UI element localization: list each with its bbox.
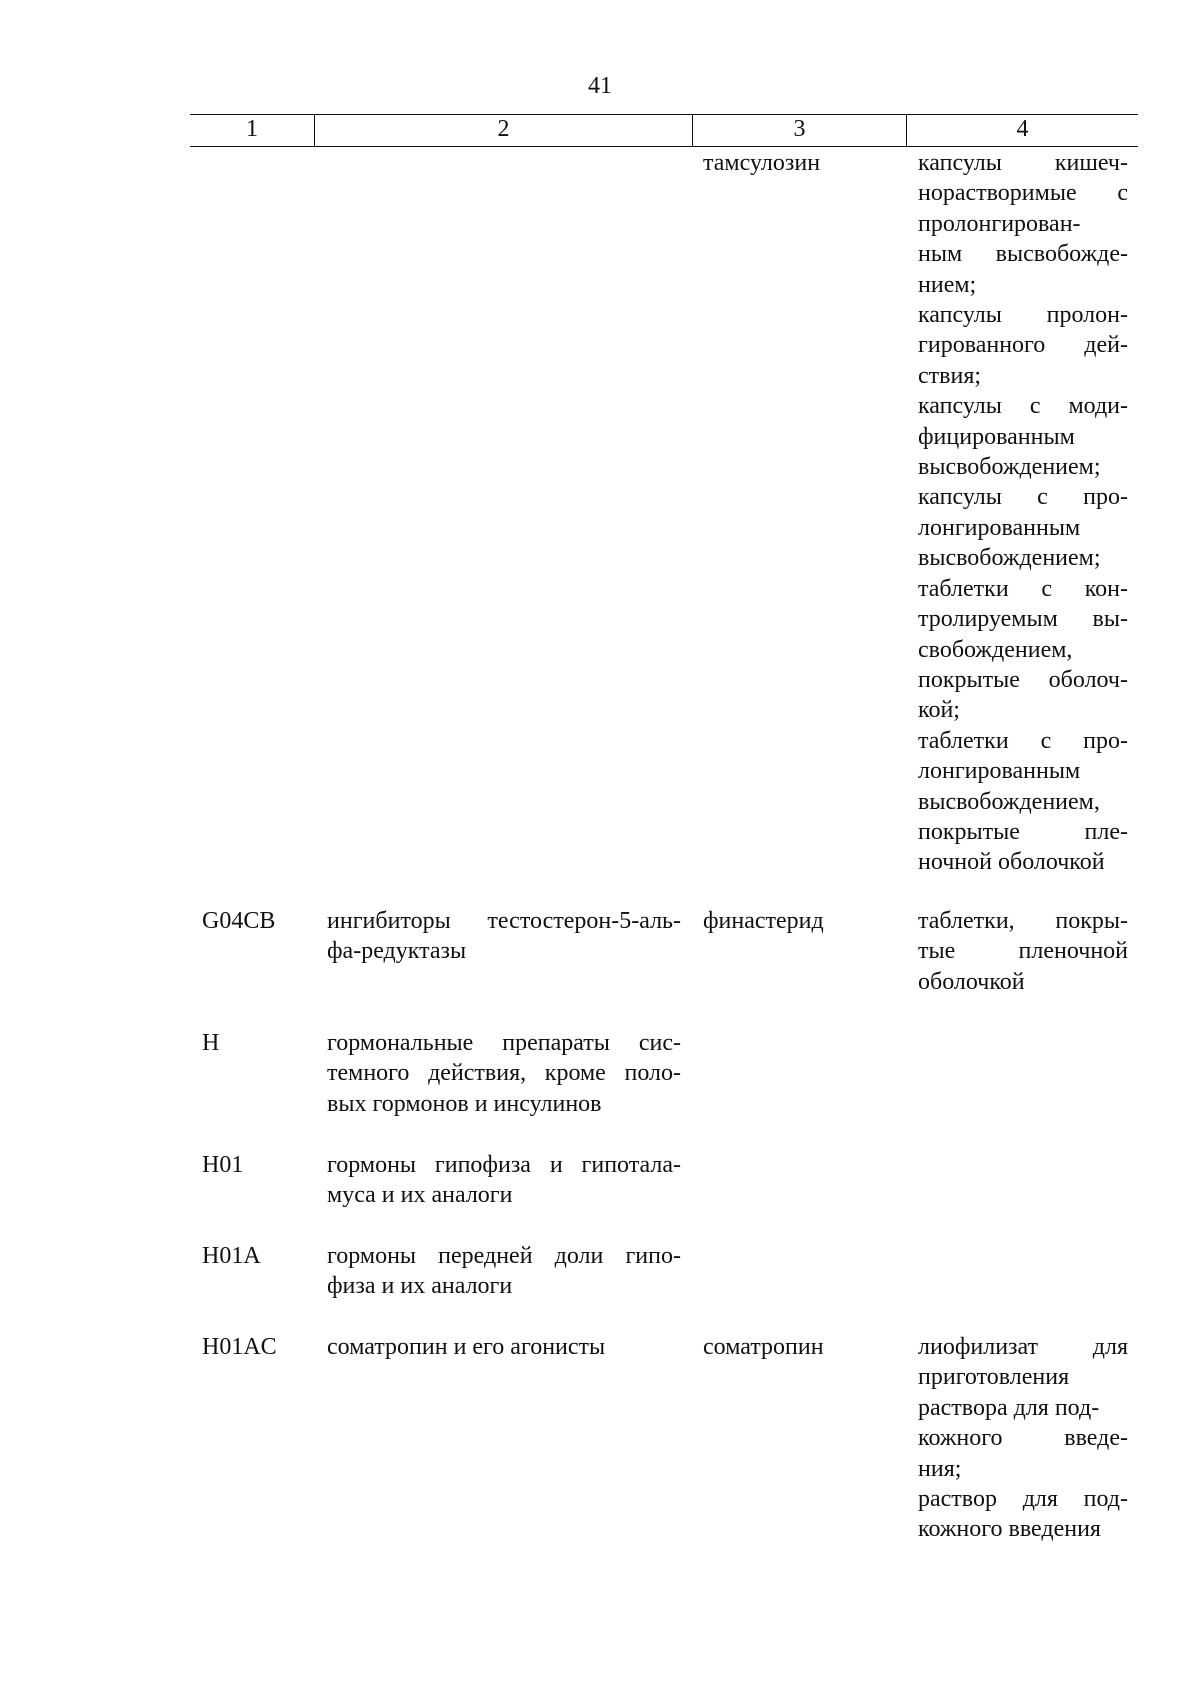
form-line: кожного введения: [918, 1516, 1101, 1543]
group-line: гормоны передней доли гипо-: [327, 1243, 681, 1269]
form-line: тые пленочной: [918, 938, 1128, 965]
table-header: [190, 114, 1138, 147]
dosage-forms: [918, 906, 1128, 997]
form-line: капсулы с моди-: [918, 393, 1128, 420]
atc-code: H: [202, 1030, 220, 1056]
drug-name: соматропин: [703, 1334, 824, 1360]
form-line: кожного введе-: [918, 1425, 1128, 1452]
group-line: муса и их аналоги: [327, 1182, 513, 1209]
atc-code: H01: [202, 1152, 244, 1178]
anatomical-group: [327, 1332, 681, 1362]
form-line: ствия;: [918, 362, 982, 389]
form-line: высвобождением;: [918, 454, 1101, 481]
form-line: таблетки, покры-: [918, 908, 1128, 934]
anatomical-group: [327, 1241, 681, 1302]
anatomical-group: [327, 1150, 681, 1211]
header-col-3: 3: [693, 115, 907, 146]
group-line: темного действия, кроме поло-: [327, 1060, 681, 1087]
header-col-2: 2: [315, 115, 693, 146]
drug-name: тамсулозин: [703, 150, 821, 176]
anatomical-group: [327, 906, 681, 967]
form-line: нием;: [918, 271, 977, 298]
form-line: покрытые оболоч-: [918, 666, 1128, 693]
form-line: кой;: [918, 697, 960, 724]
form-line: гированного дей-: [918, 332, 1128, 359]
group-line: ингибиторы тестостерон-5-аль-: [327, 908, 681, 934]
form-line: высвобождением,: [918, 788, 1100, 815]
dosage-forms: [918, 148, 1128, 878]
anatomical-group: [327, 1028, 681, 1119]
drug-name: финастерид: [703, 908, 824, 934]
atc-code: H01AC: [202, 1334, 277, 1360]
group-line: соматропин и его агонисты: [327, 1334, 606, 1360]
form-line: оболочкой: [918, 968, 1025, 995]
form-line: раствор для под-: [918, 1486, 1128, 1513]
form-line: лиофилизат для: [918, 1334, 1128, 1360]
form-line: тролируемым вы-: [918, 606, 1128, 633]
page-number: 41: [588, 73, 612, 99]
form-line: пролонгирован-: [918, 210, 1081, 237]
group-line: вых гормонов и инсулинов: [327, 1090, 602, 1117]
form-line: приготовления: [918, 1364, 1070, 1391]
header-col-1: 1: [190, 115, 315, 146]
form-line: покрытые пле-: [918, 818, 1128, 845]
form-line: таблетки с про-: [918, 727, 1128, 754]
form-line: капсулы кишеч-: [918, 150, 1128, 176]
form-line: ния;: [918, 1455, 962, 1482]
header-col-4: 4: [1016, 116, 1029, 142]
form-line: раствора для под-: [918, 1394, 1100, 1421]
form-line: ночной оболочкой: [918, 849, 1105, 876]
group-line: гормональные препараты сис-: [327, 1030, 681, 1056]
form-line: капсулы с про-: [918, 484, 1128, 511]
atc-code: G04CB: [202, 908, 276, 934]
form-line: свобождением,: [918, 636, 1073, 663]
form-line: таблетки с кон-: [918, 575, 1128, 602]
form-line: лонгированным: [918, 758, 1081, 785]
dosage-forms: [918, 1332, 1128, 1545]
group-line: физа и их аналоги: [327, 1273, 513, 1300]
form-line: ным высвобожде-: [918, 241, 1128, 268]
form-line: норастворимые с: [918, 180, 1128, 207]
form-line: лонгированным: [918, 514, 1081, 541]
form-line: высвобождением;: [918, 545, 1101, 572]
group-line: фа-редуктазы: [327, 938, 467, 965]
form-line: фицированным: [918, 423, 1075, 450]
group-line: гормоны гипофиза и гипотала-: [327, 1152, 681, 1178]
atc-code: H01A: [202, 1243, 261, 1269]
form-line: капсулы пролон-: [918, 302, 1128, 329]
